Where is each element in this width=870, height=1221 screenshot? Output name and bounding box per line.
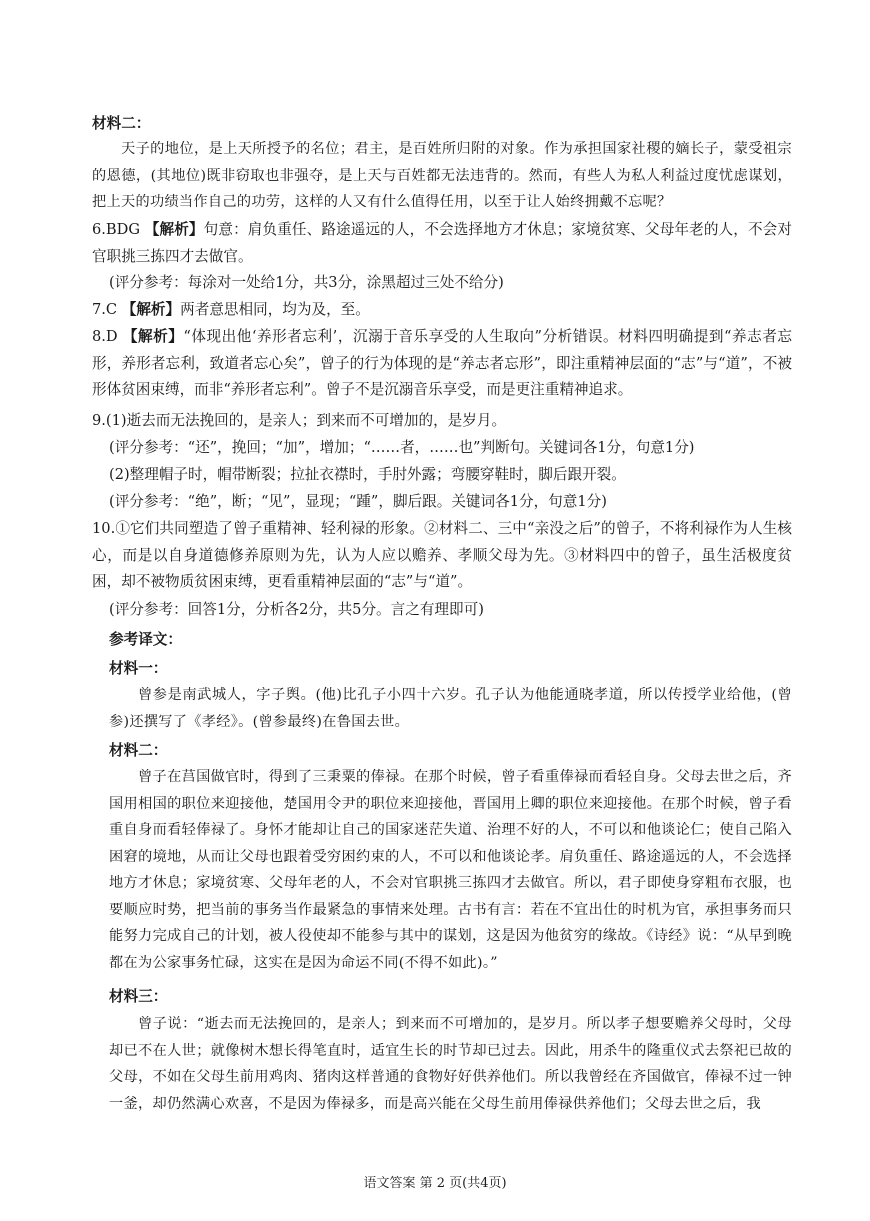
question-9-part-2: (2)整理帽子时，帽带断裂；拉扯衣襟时，手肘外露；弯腰穿鞋时，脚后跟开裂。: [109, 466, 626, 483]
question-6: [92, 217, 792, 270]
question-9-part-2-note: (评分参考：“绝”，断；“见”，显现；“踵”，脚后跟。关键词各1分，句意1分): [109, 493, 607, 510]
question-8-number: 8.D: [92, 328, 118, 345]
material-two-heading: 材料二：: [92, 115, 151, 132]
reference-translation-heading: 参考译文：: [109, 631, 182, 648]
question-10: 10.①它们共同塑造了曾子重精神、轻利禄的形象。②材料二、三中“亲没之后”的曾子，不将利禄作为人生核心，而是以自身道德修养原则为先，认为人应以赡养、孝顺父母为先。③材料四中的曾子，虽生活极度贫困，却不被物质贫困束缚，更看重精神层面的“志”与“道”。: [92, 520, 792, 590]
translation-material-three-heading: 材料三：: [109, 988, 168, 1005]
question-6-number: 6.BDG: [92, 221, 141, 238]
question-8: [92, 324, 792, 404]
question-6-note: (评分参考：每涂对一处给1分，共3分，涂黑超过三处不给分): [109, 274, 504, 291]
translation-material-three-text: 曾子说：“逝去而无法挽回的，是亲人；到来而不可增加的，是岁月。所以孝子想要赡养父母时，父母却已不在人世；就像树木想长得笔直时，适宜生长的时节却已过去。因此，用杀牛的隆重仪式去祭祀已故的父母，不如在父母生前用鸡肉、猪肉这样普通的食物好好供养他们。所以我曾经在齐国做官，俸禄不过一钟一釜，却仍然满心欢喜，不是因为俸禄多，而是高兴能在父母生前用俸禄供养他们；父母去世之后，我: [109, 1016, 792, 1112]
page-footer: 语文答案 第 2 页(共4页): [363, 1176, 507, 1191]
question-8-text: “体现出他‘养形者忘利’，沉溺于音乐享受的人生取向”分析错误。材料四明确提到“养志者忘形，养形者忘利，致道者忘心矣”，曾子的行为体现的是“养志者忘形”，即注重精神层面的“志”与“道”，不被形体贫困束缚，而非“养形者忘利”。曾子不是沉溺音乐享受，而是更注重精神追求。: [92, 328, 792, 398]
question-6-analysis-tag: 【解析】: [144, 221, 204, 238]
question-7-analysis-tag: 【解析】: [121, 301, 181, 318]
question-7-number: 7.C: [92, 301, 118, 318]
translation-material-two-heading: 材料二：: [109, 742, 168, 759]
question-8-analysis-tag: 【解析】: [122, 328, 184, 345]
question-6-text: 句意：肩负重任、路途遥远的人，不会选择地方才休息；家境贫寒、父母年老的人，不会对官职挑三拣四才去做官。: [92, 221, 792, 265]
question-9-part-1: 9.(1)逝去而无法挽回的，是亲人；到来而不可增加的，是岁月。: [92, 412, 507, 429]
material-two-text: 天子的地位，是上天所授予的名位；君主，是百姓所归附的对象。作为承担国家社稷的嫡长子，蒙受祖宗的恩德，(其地位)既非窃取也非强夺，是上天与百姓都无法违背的。然而，有些人为私人利益过度忧虑谋划，把上天的功绩当作自己的功劳，这样的人又有什么值得任用，以至于让人始终拥戴不忘呢？: [92, 141, 792, 210]
translation-material-one-text: 曾参是南武城人，字子舆。(他)比孔子小四十六岁。孔子认为他能通晓孝道，所以传授学业给他，(曾参)还撰写了《孝经》。(曾参最终)在鲁国去世。: [109, 687, 792, 730]
question-7: [92, 297, 792, 324]
question-7-text: 两者意思相同，均为及，至。: [180, 301, 370, 318]
question-9-part-1-note: (评分参考：“还”，挽回；“加”，增加；“……者，……也”判断句。关键词各1分，句意1分): [109, 439, 695, 456]
question-10-note: (评分参考：回答1分，分析各2分，共5分。言之有理即可): [109, 601, 484, 618]
translation-material-two-text: 曾子在莒国做官时，得到了三秉粟的俸禄。在那个时候，曾子看重俸禄而看轻自身。父母去世之后，齐国用相国的职位来迎接他，楚国用令尹的职位来迎接他，晋国用上卿的职位来迎接他。在那个时候，曾子看重自身而看轻俸禄了。身怀才能却让自己的国家迷茫失道、治理不好的人，不可以和他谈论仁；使自己陷入困窘的境地，从而让父母也跟着受穷困约束的人，不可以和他谈论孝。肩负重任、路途遥远的人，不会选择地方才休息；家境贫寒、父母年老的人，不会对官职挑三拣四才去做官。所以，君子即使身穿粗布衣服，也要顺应时势，把当前的事务当作最紧急的事情来处理。古书有言：若在不宜出仕的时机为官，承担事务而只能努力完成自己的计划，被人役使却不能参与其中的谋划，这是因为他贫穷的缘故。《诗经》说：“从早到晚都在为公家事务忙碌，这实在是因为命运不同(不得不如此)。”: [109, 769, 792, 971]
translation-material-one-heading: 材料一：: [109, 660, 168, 677]
